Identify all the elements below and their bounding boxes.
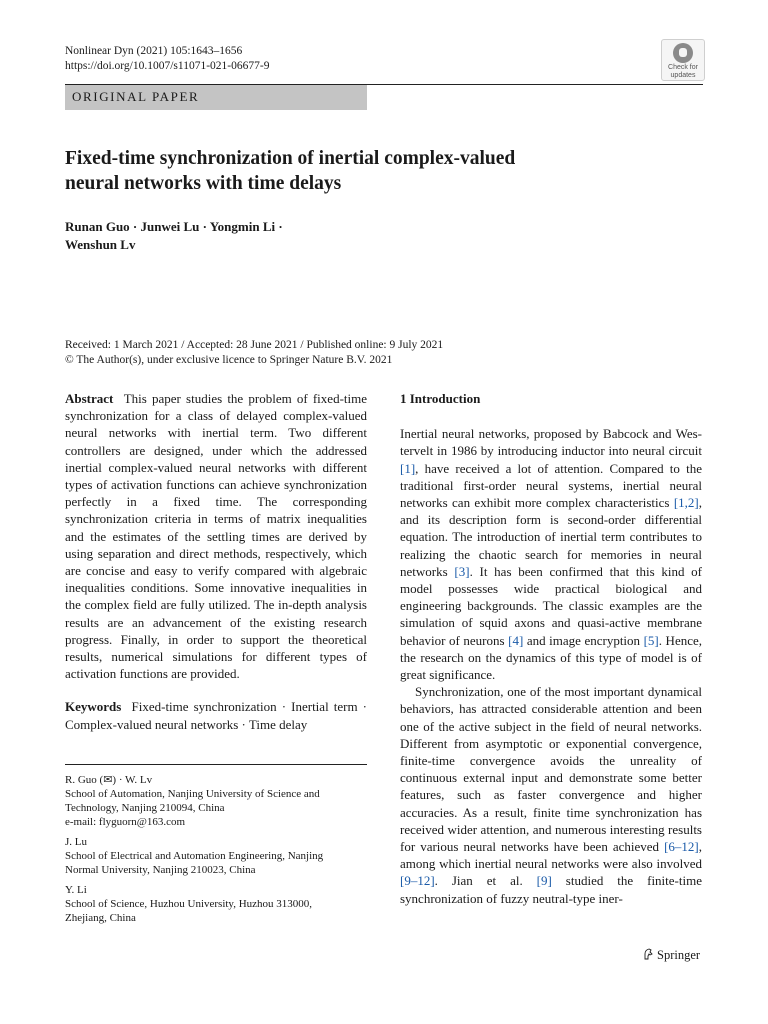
paragraph-text: studied the finite-time synchronization of fuzzy neutral-type iner- — [400, 873, 702, 906]
intro-paragraph-2 — [400, 683, 702, 907]
abstract-label: Abstract — [65, 391, 114, 406]
paragraph-text: . Hence, the research on the dynamics of this type of model is of great significance. — [400, 632, 703, 683]
affiliation-names: R. Guo (✉) · W. Lv — [65, 774, 153, 786]
paragraph-text: and image encryption — [523, 632, 644, 648]
keywords-text: Fixed-time synchronization · Inertial term · Complex-valued neural networks · Time delay — [65, 699, 367, 732]
publisher-logo — [643, 948, 700, 963]
affiliation-line: Technology, Nanjing 210094, China — [65, 802, 225, 814]
affiliation-block — [65, 883, 367, 925]
affiliation-block — [65, 773, 367, 829]
paragraph-text: Inertial neural networks, proposed by Babcock and Wes-tervelt in 1986 by introducing inductor into neural circuit — [400, 426, 702, 459]
citation-link[interactable]: [3] — [454, 563, 470, 579]
citation-link[interactable]: [4] — [508, 632, 524, 648]
publication-dates — [65, 338, 705, 368]
received-dates: Received: 1 March 2021 / Accepted: 28 June 2021 / Published online: 9 July 2021 — [65, 339, 444, 351]
affiliation-line: School of Science, Huzhou University, Huzhou 313000, — [65, 898, 313, 910]
badge-label-2: updates — [670, 72, 696, 79]
keywords-label: Keywords — [65, 699, 122, 715]
affiliation-line: School of Automation, Nanjing University of Science and — [65, 788, 320, 800]
email-link[interactable]: e-mail: flyguorn@163.com — [65, 816, 186, 828]
title-line-1: Fixed-time synchronization of inertial complex-valued — [65, 148, 516, 169]
keywords — [65, 698, 367, 732]
citation-link[interactable]: [1] — [400, 460, 416, 476]
citation-link[interactable]: [6–12] — [664, 839, 699, 855]
paragraph-text: . It has been confirmed that this kind of model possesses wide practical biological and engineering backgrounds. The classic examples are the simulation of squid axons and quasi-active membrane behavior of neurons — [400, 563, 702, 648]
section-heading: 1 Introduction — [400, 391, 481, 406]
paragraph-text: Synchronization, one of the most important dynamical behaviors, has attracted considerable attention and been one of the active subject in the field of neural networks. Different from asymptotic or exponential convergence, finite-time convergence avoids the unreality of continuous external input and demonstrate some better features, such as faster convergence and higher accuracies. As a result, finite time synchronization has received wider attention, and numerous interesting results for various neural networks have been achieved — [400, 684, 702, 855]
bookmark-icon — [673, 43, 693, 63]
author-list — [65, 218, 465, 254]
publisher-name: Springer — [657, 948, 701, 962]
paragraph-text: , and its description form is second-order differential equation. The introduction of inertial term contributes to realizing the chaotic search for memories in neural networks — [400, 495, 702, 579]
abstract — [65, 390, 367, 682]
citation-link[interactable]: [5] — [643, 632, 659, 648]
authors-line-2: Wenshun Lv — [65, 237, 136, 252]
section-label-bar — [65, 85, 367, 110]
footnote-divider — [65, 764, 367, 765]
copyright-notice: © The Author(s), under exclusive licence to Springer Nature B.V. 2021 — [65, 354, 393, 366]
affiliation-names: Y. Li — [65, 884, 87, 896]
authors-line-1: Runan Guo · Junwei Lu · Yongmin Li · — [65, 219, 283, 234]
paragraph-text: , have received a lot of attention. Compared to the traditional first-order neural systems, inertial neural networks can exhibit more complex characteristics — [400, 460, 702, 511]
affiliation-line: Zhejiang, China — [65, 912, 136, 924]
left-column — [65, 390, 367, 733]
springer-horse-icon — [643, 948, 653, 960]
affiliation-names: J. Lu — [65, 836, 87, 848]
journal-citation: Nonlinear Dyn (2021) 105:1643–1656 — [65, 45, 243, 57]
check-for-updates-badge[interactable] — [661, 39, 705, 81]
doi-link[interactable]: https://doi.org/10.1007/s11071-021-06677-9 — [65, 60, 270, 72]
badge-label-1: Check for — [668, 64, 698, 71]
title-line-2: neural networks with time delays — [65, 173, 342, 194]
journal-header — [65, 44, 269, 74]
affiliation-line: Normal University, Nanjing 210023, China — [65, 864, 256, 876]
section-label: ORIGINAL PAPER — [72, 89, 200, 104]
paragraph-text: . Jian et al. — [434, 873, 537, 889]
affiliation-line: School of Electrical and Automation Engineering, Nanjing — [65, 850, 324, 862]
abstract-text: This paper studies the problem of fixed-time synchronization for a class of delayed complex-valued neural networks with inertial term. Two different controllers are designed, under which the addressed inertial complex-valued neural networks with different types of activation functions can achieve synchronization perfectly in a fixed time. The corresponding synchronization criteria in terms of matrix inequalities and the estimates of the settling times are derived by using separation and direct methods, respectively, which are concise and easy to verify compared with algebraic inequalities conditions. Some innovative inequalities in the complex field are fully utilized. The in-depth analysis results are an advancement of the existing research progress. Finally, in order to support the theoretical results, numerical simulations for different types of activation functions are provided. — [65, 391, 368, 682]
citation-link[interactable]: [9] — [536, 873, 552, 889]
intro-paragraph-1 — [400, 425, 702, 683]
paper-title — [65, 146, 665, 196]
affiliation-block — [65, 835, 367, 877]
citation-link[interactable]: [1,2] — [673, 495, 699, 511]
paragraph-text: , among which inertial neural networks were also involved — [400, 839, 702, 872]
citation-link[interactable]: [9–12] — [400, 873, 435, 889]
right-column — [400, 390, 702, 907]
